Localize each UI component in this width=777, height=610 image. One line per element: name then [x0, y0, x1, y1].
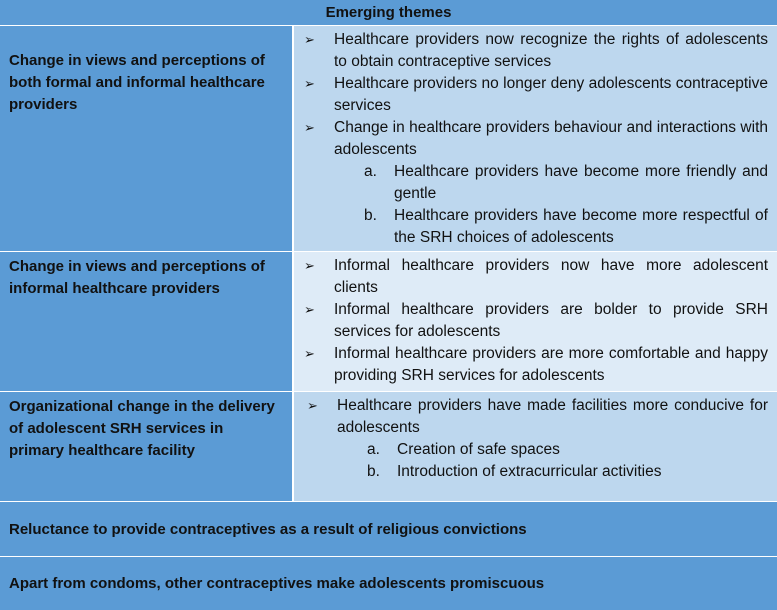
- table-row: [0, 392, 777, 502]
- table-row: [0, 557, 777, 610]
- list-item-text: Change in healthcare providers behaviour and interactions with adolescents: [334, 119, 768, 158]
- list-item: [304, 343, 768, 387]
- arrow-bullet-icon: ➢: [304, 32, 315, 47]
- list-item-text: Informal healthcare providers are more comfortable and happy providing SRH services for adolescents: [334, 345, 768, 384]
- theme-cell: Change in views and perceptions of both formal and informal healthcare providers: [0, 26, 293, 251]
- list-item-text: Informal healthcare providers are bolder to provide SRH services for adolescents: [334, 301, 768, 340]
- list-item: [304, 73, 768, 117]
- list-item-text: Healthcare providers no longer deny adolescents contraceptive services: [334, 75, 768, 114]
- bullets-cell: [294, 252, 777, 391]
- full-width-theme: Apart from condoms, other contraceptives make adolescents promiscuous: [9, 575, 545, 592]
- bullets-cell: [294, 392, 777, 501]
- list-item-text: Healthcare providers have made facilities more conducive for adolescents: [337, 397, 768, 436]
- sub-marker: b.: [364, 207, 377, 224]
- list-item: [304, 29, 768, 73]
- arrow-bullet-icon: ➢: [304, 258, 315, 273]
- sub-list-item: [364, 161, 768, 205]
- list-item-text: Healthcare providers now recognize the rights of adolescents to obtain contraceptive services: [334, 31, 768, 70]
- bullets-cell: [294, 26, 777, 251]
- table-row: [0, 502, 777, 557]
- table-header: [0, 0, 777, 26]
- list-item: [307, 395, 768, 439]
- theme-cell: Change in views and perceptions of informal healthcare providers: [0, 252, 293, 391]
- list-item: [304, 117, 768, 161]
- sub-item-text: Creation of safe spaces: [397, 441, 560, 458]
- sub-item-text: Healthcare providers have become more friendly and gentle: [394, 163, 768, 202]
- theme-cell: Organizational change in the delivery of adolescent SRH services in primary healthcare facility: [0, 392, 293, 501]
- list-item-text: Informal healthcare providers now have more adolescent clients: [334, 257, 768, 296]
- full-width-theme: Reluctance to provide contraceptives as a result of religious convictions: [9, 520, 527, 538]
- sub-list-item: [367, 461, 768, 483]
- list-item: [304, 255, 768, 299]
- sub-list-item: [367, 439, 768, 461]
- arrow-bullet-icon: ➢: [304, 120, 315, 135]
- sub-item-text: Healthcare providers have become more respectful of the SRH choices of adolescents: [394, 207, 768, 246]
- sub-marker: a.: [364, 163, 377, 180]
- header-title: Emerging themes: [325, 4, 452, 21]
- list-item: [304, 299, 768, 343]
- sub-marker: a.: [367, 441, 380, 458]
- arrow-bullet-icon: ➢: [304, 346, 315, 361]
- table-row: [0, 26, 777, 252]
- sub-item-text: Introduction of extracurricular activities: [397, 463, 662, 480]
- sub-marker: b.: [367, 463, 380, 480]
- arrow-bullet-icon: ➢: [307, 398, 318, 413]
- arrow-bullet-icon: ➢: [304, 76, 315, 91]
- table-row: [0, 252, 777, 392]
- arrow-bullet-icon: ➢: [304, 302, 315, 317]
- sub-list-item: [364, 205, 768, 249]
